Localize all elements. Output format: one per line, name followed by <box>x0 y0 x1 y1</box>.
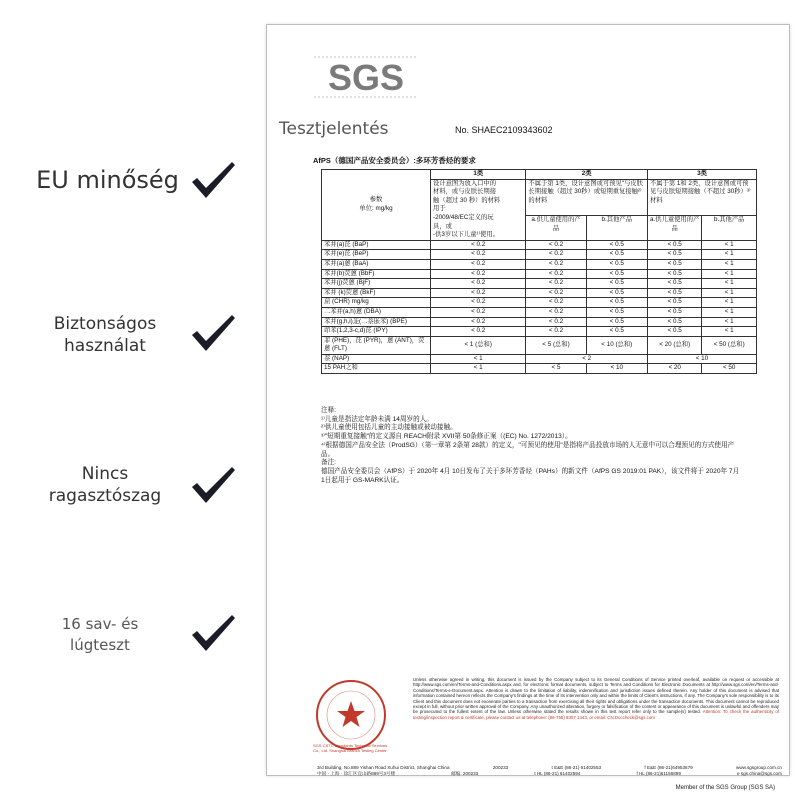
cat1-desc-line: 触（超过 30 秒）的材料 <box>433 196 501 204</box>
feature-safe-use <box>0 305 262 365</box>
limit-value: < 0.5 <box>586 298 647 308</box>
sgs-logo <box>312 53 420 101</box>
limit-value: < 2 <box>526 354 648 364</box>
checkmark-icon <box>188 311 238 355</box>
limit-value: < 10 <box>586 364 647 374</box>
feature-label-line: Biztonságos <box>53 314 157 334</box>
footer-cell: f HL (86-21)61156899 <box>636 770 681 776</box>
limit-value: < 0.5 <box>647 307 702 317</box>
substance-name: 苯并(b)荧蒽 (BbF) <box>322 269 431 279</box>
feature-no-glue-smell <box>0 455 262 515</box>
group-header: 3类 <box>647 170 756 180</box>
table-row <box>322 240 757 250</box>
footer-cell: 3rd Building, No.889 Yishan Road Xuhui District, Shanghai China <box>317 765 450 770</box>
stamp-caption: SGS-CSTC Standards Technical Services Co., Ltd. Shanghai Branch Testing Center <box>313 743 388 753</box>
feature-acid-alkali-test <box>0 605 262 665</box>
table-row <box>322 364 757 374</box>
table-row <box>322 336 757 354</box>
limit-value: < 1 <box>702 298 757 308</box>
feature-label-line: ragasztószag <box>48 486 162 506</box>
limit-value: < 0.2 <box>526 269 586 279</box>
limit-value: < 0.5 <box>586 250 647 260</box>
substance-name: 苯并(e)芘 (BeP) <box>322 250 431 260</box>
limit-value: < 0.5 <box>586 327 647 337</box>
footer-row <box>317 771 782 777</box>
limit-value: < 0.5 <box>647 259 702 269</box>
limit-value: < 0.2 <box>526 327 586 337</box>
param-label: 参数 <box>369 196 383 204</box>
footer-cell: t HL (86-21) 61402594 <box>534 770 581 776</box>
cat3-description: 不属于第 1和 2类，设计意图或可预见与皮肤短期接触（不超过 30秒）³⁾材料 <box>647 179 756 215</box>
limit-value: < 0.5 <box>647 279 702 289</box>
cat1-desc-line: 设计意图为放入口中的 <box>433 179 496 187</box>
table-row <box>322 288 757 298</box>
limit-value: < 1 <box>702 327 757 337</box>
cat1-desc-line: 材料，或与皮肤长期接 <box>433 188 496 196</box>
table-row <box>322 317 757 327</box>
cat1-description <box>431 179 526 240</box>
limit-value: < 0.5 <box>586 288 647 298</box>
table-row <box>322 354 757 364</box>
limit-value: < 1 (总和) <box>431 336 526 354</box>
unit-label: 单位: mg/kg <box>359 204 393 212</box>
sgs-logo-text: SGS <box>327 57 405 98</box>
authenticity-notice: Attention: To check the authenticity of testing/inspection report & certificate, please contact us at telephone: (86-755) 8307 1443, or email: CN.Doccheck@sgs.com <box>413 709 779 720</box>
substance-name: 苯并(j)荧蒽 (BjF) <box>322 279 431 289</box>
limit-value: < 0.5 <box>586 307 647 317</box>
limit-value: < 0.2 <box>526 288 586 298</box>
limit-value: < 10 (总和) <box>586 336 647 354</box>
disclaimer-text: Unless otherwise agreed in writing, this document is issued by the Company subject to its General Conditions of Service printed overleaf, available on request or accessible at http://www.sgs.com/en/Terms-and-Conditions.aspx and, for electronic format documents, subject to Terms and Conditions for Electronic Documents at http://www.sgs.com/en/Terms-and-Conditions/Terms-e-Document.aspx. Attention is drawn to the limitation of liability, indemnification and jurisdiction issues defined therein. Any holder of this document is advised that information contained hereon reflects the Company's findings at the time of its intervention only and within the limits of Client's instructions, if any. The Company's sole responsibility is to its Client and this document does not exonerate parties to a transaction from exercising all their rights and obligations under the transaction documents. This document cannot be reproduced except in full, without prior written approval of the Company. Any unauthorized alteration, forgery or falsification of the content or appearance of this document is unlawful and offenders may be prosecuted to the fullest extent of the law. Unless otherwise stated the results shown in this test report refer only to the sample(s) tested. <box>413 677 779 715</box>
feature-label <box>40 313 170 357</box>
limit-value: < 5 <box>526 364 586 374</box>
limit-value: < 10 <box>647 354 756 364</box>
limit-value: < 0.2 <box>431 279 526 289</box>
limit-value: < 1 <box>702 279 757 289</box>
feature-label-line: Nincs <box>81 464 129 484</box>
sub-header-b: b.其他产品 <box>702 216 757 241</box>
substance-name: 二苯并(a,h)蒽 (DBA) <box>322 307 431 317</box>
sub-header-b: b.其他产品 <box>586 216 647 241</box>
param-header <box>322 170 431 241</box>
sgs-member-note: Member of the SGS Group (SGS SA) <box>675 785 775 791</box>
cat1-desc-line: 具，或 <box>433 222 452 230</box>
checkmark-icon <box>188 611 238 655</box>
substance-name: 菲 (PHE)，芘 (PYR)，蒽 (ANT)，荧蒽 (FLT) <box>322 336 431 354</box>
limit-value: < 0.5 <box>586 259 647 269</box>
limit-value: < 0.2 <box>431 259 526 269</box>
limit-value: < 50 (总和) <box>702 336 757 354</box>
limit-value: < 1 <box>702 240 757 250</box>
group-header: 2类 <box>526 170 648 180</box>
limit-value: < 0.2 <box>431 250 526 260</box>
feature-label <box>40 463 170 507</box>
limit-value: < 0.5 <box>647 317 702 327</box>
note-line: 德国产品安全委员会（AfPS）于 2020年 4月 10日发布了关于多环芳香烃（PAHs）的新文件（AfPS GS 2019:01 PAK），该文件将于 2020年 7月 1日起用于 GS-MARK认证。 <box>321 467 740 484</box>
limit-value: < 1 <box>702 250 757 260</box>
limit-value: < 0.5 <box>586 240 647 250</box>
substance-name: 苯并(g,h,i)苝(二萘嵌苯) (BPE) <box>322 317 431 327</box>
pah-table-body <box>322 240 757 373</box>
note-line: 注释: <box>321 407 337 414</box>
feature-label-line: 16 sav- és <box>61 615 139 633</box>
limit-value: < 5 (总和) <box>526 336 586 354</box>
limit-value: < 1 <box>702 269 757 279</box>
footer-cell: 中国 · 上海 · 徐汇区宜山路889号3号楼 <box>317 770 396 776</box>
limit-value: < 0.2 <box>526 307 586 317</box>
table-row <box>322 259 757 269</box>
footer-cell: www.sgsgroup.com.cn <box>736 765 782 770</box>
limit-value: < 1 <box>431 364 526 374</box>
table-row <box>322 327 757 337</box>
checkmark-icon <box>188 463 238 507</box>
footer-cell: 200233 <box>492 765 509 770</box>
note-line: ¹⁾儿童是指法定年龄未满 14周岁的人。 <box>321 415 433 423</box>
feature-label <box>40 614 160 656</box>
limit-value: < 0.2 <box>526 317 586 327</box>
limit-value: < 0.5 <box>586 279 647 289</box>
feature-label-line: használat <box>64 336 146 356</box>
feature-label-line: lúgteszt <box>70 636 130 654</box>
limit-value: < 1 <box>702 288 757 298</box>
limit-value: < 0.2 <box>526 250 586 260</box>
limit-value: < 0.2 <box>431 240 526 250</box>
test-report-sheet <box>266 24 790 791</box>
limit-value: < 0.2 <box>431 307 526 317</box>
table-row <box>322 298 757 308</box>
limit-value: < 0.5 <box>647 269 702 279</box>
limit-value: < 0.2 <box>431 298 526 308</box>
legal-disclaimer <box>413 677 779 720</box>
feature-eu-quality <box>0 150 262 210</box>
limit-value: < 1 <box>702 317 757 327</box>
limit-value: < 0.5 <box>647 327 702 337</box>
limit-value: < 0.2 <box>526 259 586 269</box>
sub-header-a: a.供儿童使用的产品 <box>647 216 702 241</box>
substance-name: 茚苯(1,2,3-c,d)芘 (IPY) <box>322 327 431 337</box>
cat2-description: 不属于第 1类，设计意图或可预见"与皮肤长期接触（超过 30秒）或短期重复接触²⁾的材料 <box>526 179 648 215</box>
note-line: ⁴⁾根据德国产品安全法（ProdSG）（第一章第 2条第 28款）的定义，"可预见的使用"是指将产品投放市场的人无意中可以合理预见的方式使用产品。 <box>321 441 735 458</box>
requirements-heading: AfPS（德国产品安全委员会）:多环芳香烃的要求 <box>313 156 476 165</box>
footer-cell: f E&E (86-21)64953679 <box>644 765 693 770</box>
table-row <box>322 279 757 289</box>
limit-value: < 0.2 <box>526 240 586 250</box>
footer-cell: 邮编: 200233 <box>451 770 479 776</box>
note-line: ³⁾"短期重复接触"的定义源自 REACH附录 XVII第 50条修正案（(EC) No. 1272/2013）。 <box>321 433 572 441</box>
group-header: 1类 <box>431 170 526 180</box>
cat1-desc-line: 用于 <box>433 205 446 213</box>
limit-value: < 50 <box>702 364 757 374</box>
substance-name: 萘 (NAP) <box>322 354 431 364</box>
limit-value: < 0.5 <box>647 240 702 250</box>
substance-name: 苯并(a)芘 (BaP) <box>322 240 431 250</box>
limit-value: < 0.2 <box>431 288 526 298</box>
substance-name: 15 PAH之和 <box>322 364 431 374</box>
cat1-desc-line: -供3岁以下儿童¹⁾使用。 <box>433 231 499 239</box>
substance-name: 苯并 (k)荧蒽 (BkF) <box>322 288 431 298</box>
sub-header-a: a.供儿童使用的产品 <box>526 216 586 241</box>
limit-value: < 0.5 <box>586 269 647 279</box>
note-line: ²⁾供儿童使用包括儿童的主动接触或被动接触。 <box>321 424 457 432</box>
limit-value: < 20 (总和) <box>647 336 702 354</box>
feature-label: EU minőség <box>36 166 179 194</box>
limit-value: < 0.2 <box>431 317 526 327</box>
pah-limits-table <box>321 169 757 374</box>
address-footer <box>317 765 782 777</box>
table-row <box>322 307 757 317</box>
footer-cell: t E&E (86-21) 61402553 <box>551 765 602 770</box>
table-row <box>322 269 757 279</box>
substance-name: 䓛 (CHR) mg/kg <box>322 298 431 308</box>
checkmark-icon <box>188 158 238 202</box>
notes-block <box>321 407 741 485</box>
limit-value: < 1 <box>431 354 526 364</box>
limit-value: < 1 <box>702 259 757 269</box>
limit-value: < 0.5 <box>586 317 647 327</box>
limit-value: < 0.5 <box>647 298 702 308</box>
limit-value: < 20 <box>647 364 702 374</box>
cat1-desc-line: -2009/48/EC定义的玩 <box>433 213 494 221</box>
note-line: 备注: <box>321 459 337 467</box>
report-number: No. SHAEC2109343602 <box>455 125 553 135</box>
limit-value: < 0.2 <box>431 327 526 337</box>
table-group-header-row <box>322 170 757 180</box>
limit-value: < 0.2 <box>526 279 586 289</box>
limit-value: < 0.5 <box>647 250 702 260</box>
limit-value: < 0.5 <box>647 288 702 298</box>
limit-value: < 0.2 <box>431 269 526 279</box>
report-title: Tesztjelentés <box>279 119 389 139</box>
substance-name: 苯并(a)蒽 (BaA) <box>322 259 431 269</box>
limit-value: < 1 <box>702 307 757 317</box>
limit-value: < 0.2 <box>526 298 586 308</box>
footer-cell: e sgs.china@sgs.com <box>736 770 782 776</box>
table-row <box>322 250 757 260</box>
